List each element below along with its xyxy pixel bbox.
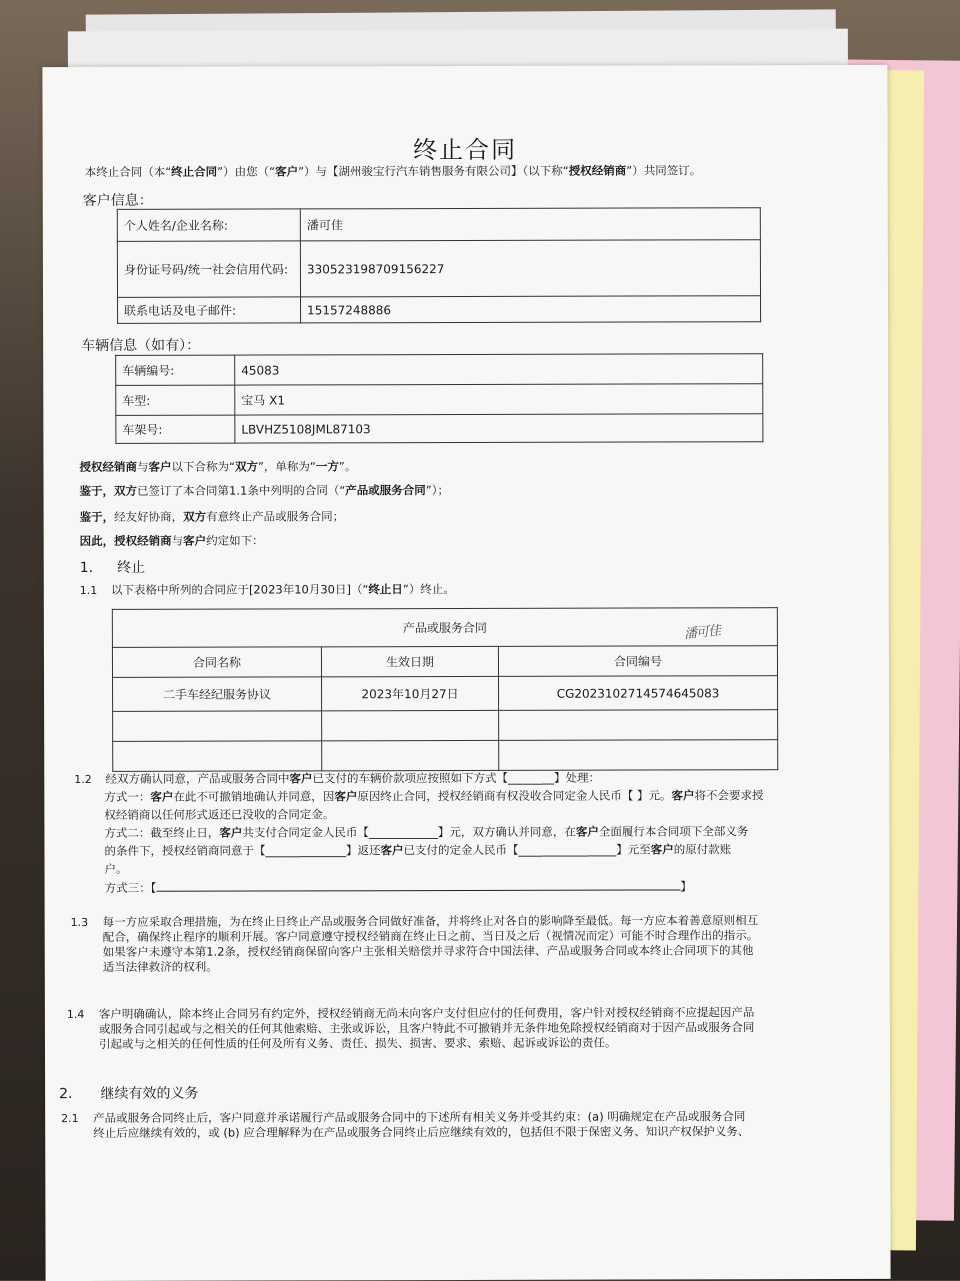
option-2-line-1: 方式二：截至终止日，客户共支付合同定金人民币【____________】元，双方确认并同意，在客户全面履行本合同项下全部义务 [104, 824, 749, 840]
vehicle-info-table [115, 353, 763, 444]
clause-1-4: 1.4 客户明确确认，除本终止合同另有约定外，授权经销商无尚未向客户支付但应付的任何费用，客户针对授权经销商不应提起因产品 或服务合同引起或与之相关的任何其他索赔、主张或诉讼，且客户特此不可撤销并无条件地免除授权经销商对于因产品或服务合同 引起或与之相关的任何性质的任何及所有义务、责任、损失、损害、要求、索赔、起诉或诉讼的责任。 [66, 1005, 755, 1052]
table-row [118, 296, 761, 324]
table-cell [113, 711, 322, 742]
table-row [116, 414, 763, 444]
recital-3: 因此，授权经销商与客户约定如下： [79, 533, 264, 549]
table-row [116, 354, 763, 386]
table-cell [499, 740, 778, 771]
value-cell: 15157248886 [301, 296, 761, 323]
table-cell: 二手车经纪服务协议 [113, 677, 322, 712]
section-2-heading: 2. 继续有效的义务 [59, 1085, 199, 1103]
table-cell: CG20231027145746450​83 [499, 676, 778, 711]
value-cell: 宝马 X1 [235, 384, 763, 415]
label-cell: 联系电话及电子邮件: [118, 297, 301, 323]
table-caption-row [112, 608, 777, 648]
page-title: 终止合同 [413, 135, 518, 165]
column-header: 合同名称 [112, 647, 321, 678]
column-header: 生效日期 [321, 646, 498, 676]
table-row [116, 384, 763, 416]
clause-1-3: 1.3 每一方应采取合理措施，为在终止日终止产品或服务合同做好准备，并将终止对各自的影响降至最低。每一方应本着善意原则相互 配合，确保终止程序的顺利开展。客户同意遵守授权经销商在终止日之前、当日及之后（视情况而定）可能不时合理作出的指示。 如果客户未遵守本第1.2条，授权经销商保留向客户主张相关赔偿并寻求符合中国法律、产品或服务合同或本终止合同项下的其他 适当法律救济的权利。 [70, 913, 759, 975]
table-cell: 2023年10月27日 [322, 676, 499, 710]
vehicle-info-heading: 车辆信息（如有）： [81, 337, 201, 355]
table-row [113, 710, 778, 742]
table-cell [499, 710, 778, 741]
option-2-line-2: 的条件下，授权经销商同意于【______________】返还客户已支付的定金人民币【_________________】元至客户的原付款账 [104, 842, 732, 858]
customer-info-table [117, 207, 761, 324]
label-cell: 个人姓名/企业名称: [117, 209, 300, 241]
intro-line: 本终止合同（本“终止合同”）由您（“客户”）与【湖州骏宝行汽车销售服务有限公司】（以下称“授权经销商”）共同签订。 [84, 163, 702, 179]
table-cell [322, 710, 499, 740]
option-1-line-1: 方式一：客户在此不可撤销地确认并同意，因客户原因终止合同，授权经销商有权没收合同定金人民币【 】元。客户将不会要求授 [104, 788, 764, 804]
table-cell [113, 741, 322, 772]
clause-1-1: 1.1 以下表格中所列的合同应于[2023年10月30日]（“终止日”）终止。 [79, 582, 455, 598]
section-1-heading: 1. 终止 [79, 559, 146, 577]
option-3-line: 方式三：【 】 [104, 879, 692, 895]
recital-2: 鉴于，经友好协商，双方有意终止产品或服务合同； [79, 509, 345, 525]
option-2-line-3: 户。 [104, 861, 128, 876]
definition-parties: 授权经销商与客户以下合称为“双方”，单称为“一方”。 [79, 459, 357, 475]
label-cell: 车架号: [116, 415, 235, 443]
label-cell: 车辆编号: [116, 355, 235, 385]
option-1-line-2: 权经销商以任何形式返还已没收的合同定金。 [104, 807, 335, 822]
table-row [117, 208, 760, 242]
recital-1: 鉴于，双方已签订了本合同第1.1条中列明的合同（“产品或服务合同”）； [79, 483, 450, 499]
contract-table [112, 607, 778, 772]
customer-info-heading: 客户信息： [82, 192, 153, 210]
table-caption: 产品或服务合同 [112, 608, 777, 648]
table-row [113, 740, 778, 772]
table-row [113, 676, 778, 712]
value-cell: 330523198709156227 [300, 240, 760, 297]
value-cell: 潘可佳 [300, 208, 760, 241]
table-header-row [112, 646, 777, 678]
label-cell: 车型: [116, 385, 235, 415]
handwritten-signature: 潘可佳 [683, 623, 721, 643]
value-cell: 45083 [235, 354, 763, 385]
clause-2-1: 2.1 产品或服务合同终止后，客户同意并承诺履行产品或服务合同中的下述所有相关义务并受其约束：(a) 明确规定在产品或服务合同 终止后应继续有效的，或 (b) 应合理解释为在产品或服务合同终止后应继续有效的，包括但不限于保密义务、知识产权保护义务、 [61, 1109, 750, 1141]
column-header: 合同编号 [498, 646, 777, 677]
clause-1-2-line: 1.2 经双方确认同意，产品或服务合同中客户已支付的车辆价款项应按照如下方式【________】处理： [74, 770, 600, 787]
table-cell [322, 740, 499, 770]
contract-page [42, 65, 890, 1281]
value-cell: LBVHZ5108JML87103 [235, 414, 763, 443]
table-row [117, 240, 760, 298]
label-cell: 身份证号码/统一社会信用代码: [117, 241, 300, 297]
